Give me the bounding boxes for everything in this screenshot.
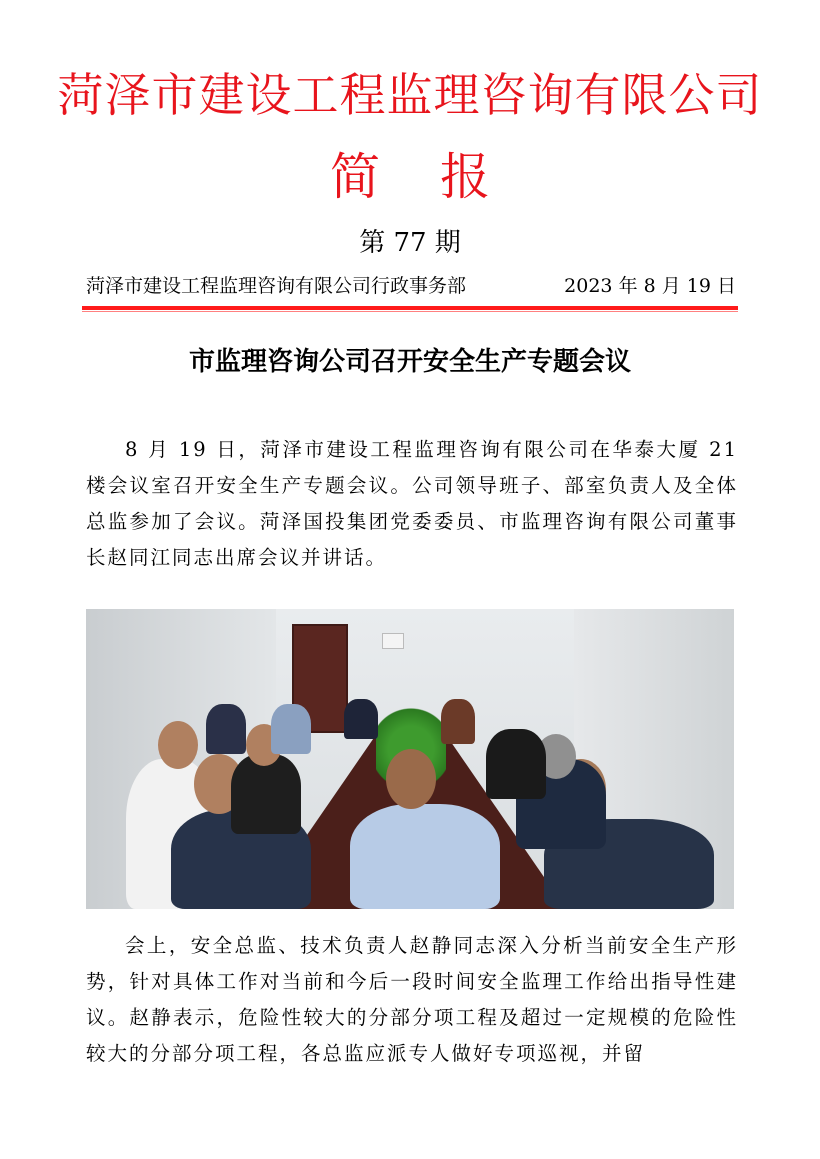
photo-vent xyxy=(382,633,404,649)
photo-person-head xyxy=(158,721,198,769)
red-divider-thin xyxy=(82,311,738,312)
photo-person xyxy=(206,704,246,754)
doc-type-title xyxy=(0,142,820,212)
meeting-photo xyxy=(86,609,734,909)
photo-person-head xyxy=(386,749,436,809)
org-masthead-title: 菏泽市建设工程监理咨询有限公司 xyxy=(57,68,763,122)
article-paragraph-1: 8 月 19 日，菏泽市建设工程监理咨询有限公司在华泰大厦 21 楼会议室召开安全生产专题会议。公司领导班子、部室负责人及全体总监参加了会议。菏泽国投集团党委委员、市监理咨询有限公司董事长赵同江同志出席会议并讲话。 xyxy=(86,438,738,569)
issuer-department: 菏泽市建设工程监理咨询有限公司行政事务部 xyxy=(86,275,467,297)
issuer-row xyxy=(86,271,736,301)
photo-person xyxy=(271,704,311,754)
article-paragraph-2: 会上，安全总监、技术负责人赵静同志深入分析当前安全生产形势，针对具体工作对当前和今后一段时间安全监理工作给出指导性建议。赵静表示，危险性较大的分部分项工程及超过一定规模的危险性较大的分部分项工程，各总监应派专人做好专项巡视，并留 xyxy=(86,934,738,1065)
photo-person xyxy=(486,729,546,799)
photo-person xyxy=(350,804,500,909)
red-divider-thick xyxy=(82,306,738,310)
doc-type-char-1: 简 xyxy=(330,148,380,206)
photo-person xyxy=(231,754,301,834)
doc-type-char-2: 报 xyxy=(440,148,490,206)
issue-date: 2023 年 8 月 19 日 xyxy=(564,275,736,297)
article-headline: 市监理咨询公司召开安全生产专题会议 xyxy=(188,347,631,377)
photo-person xyxy=(344,699,378,739)
issue-number: 第 77 期 xyxy=(359,228,461,258)
photo-person xyxy=(441,699,475,744)
